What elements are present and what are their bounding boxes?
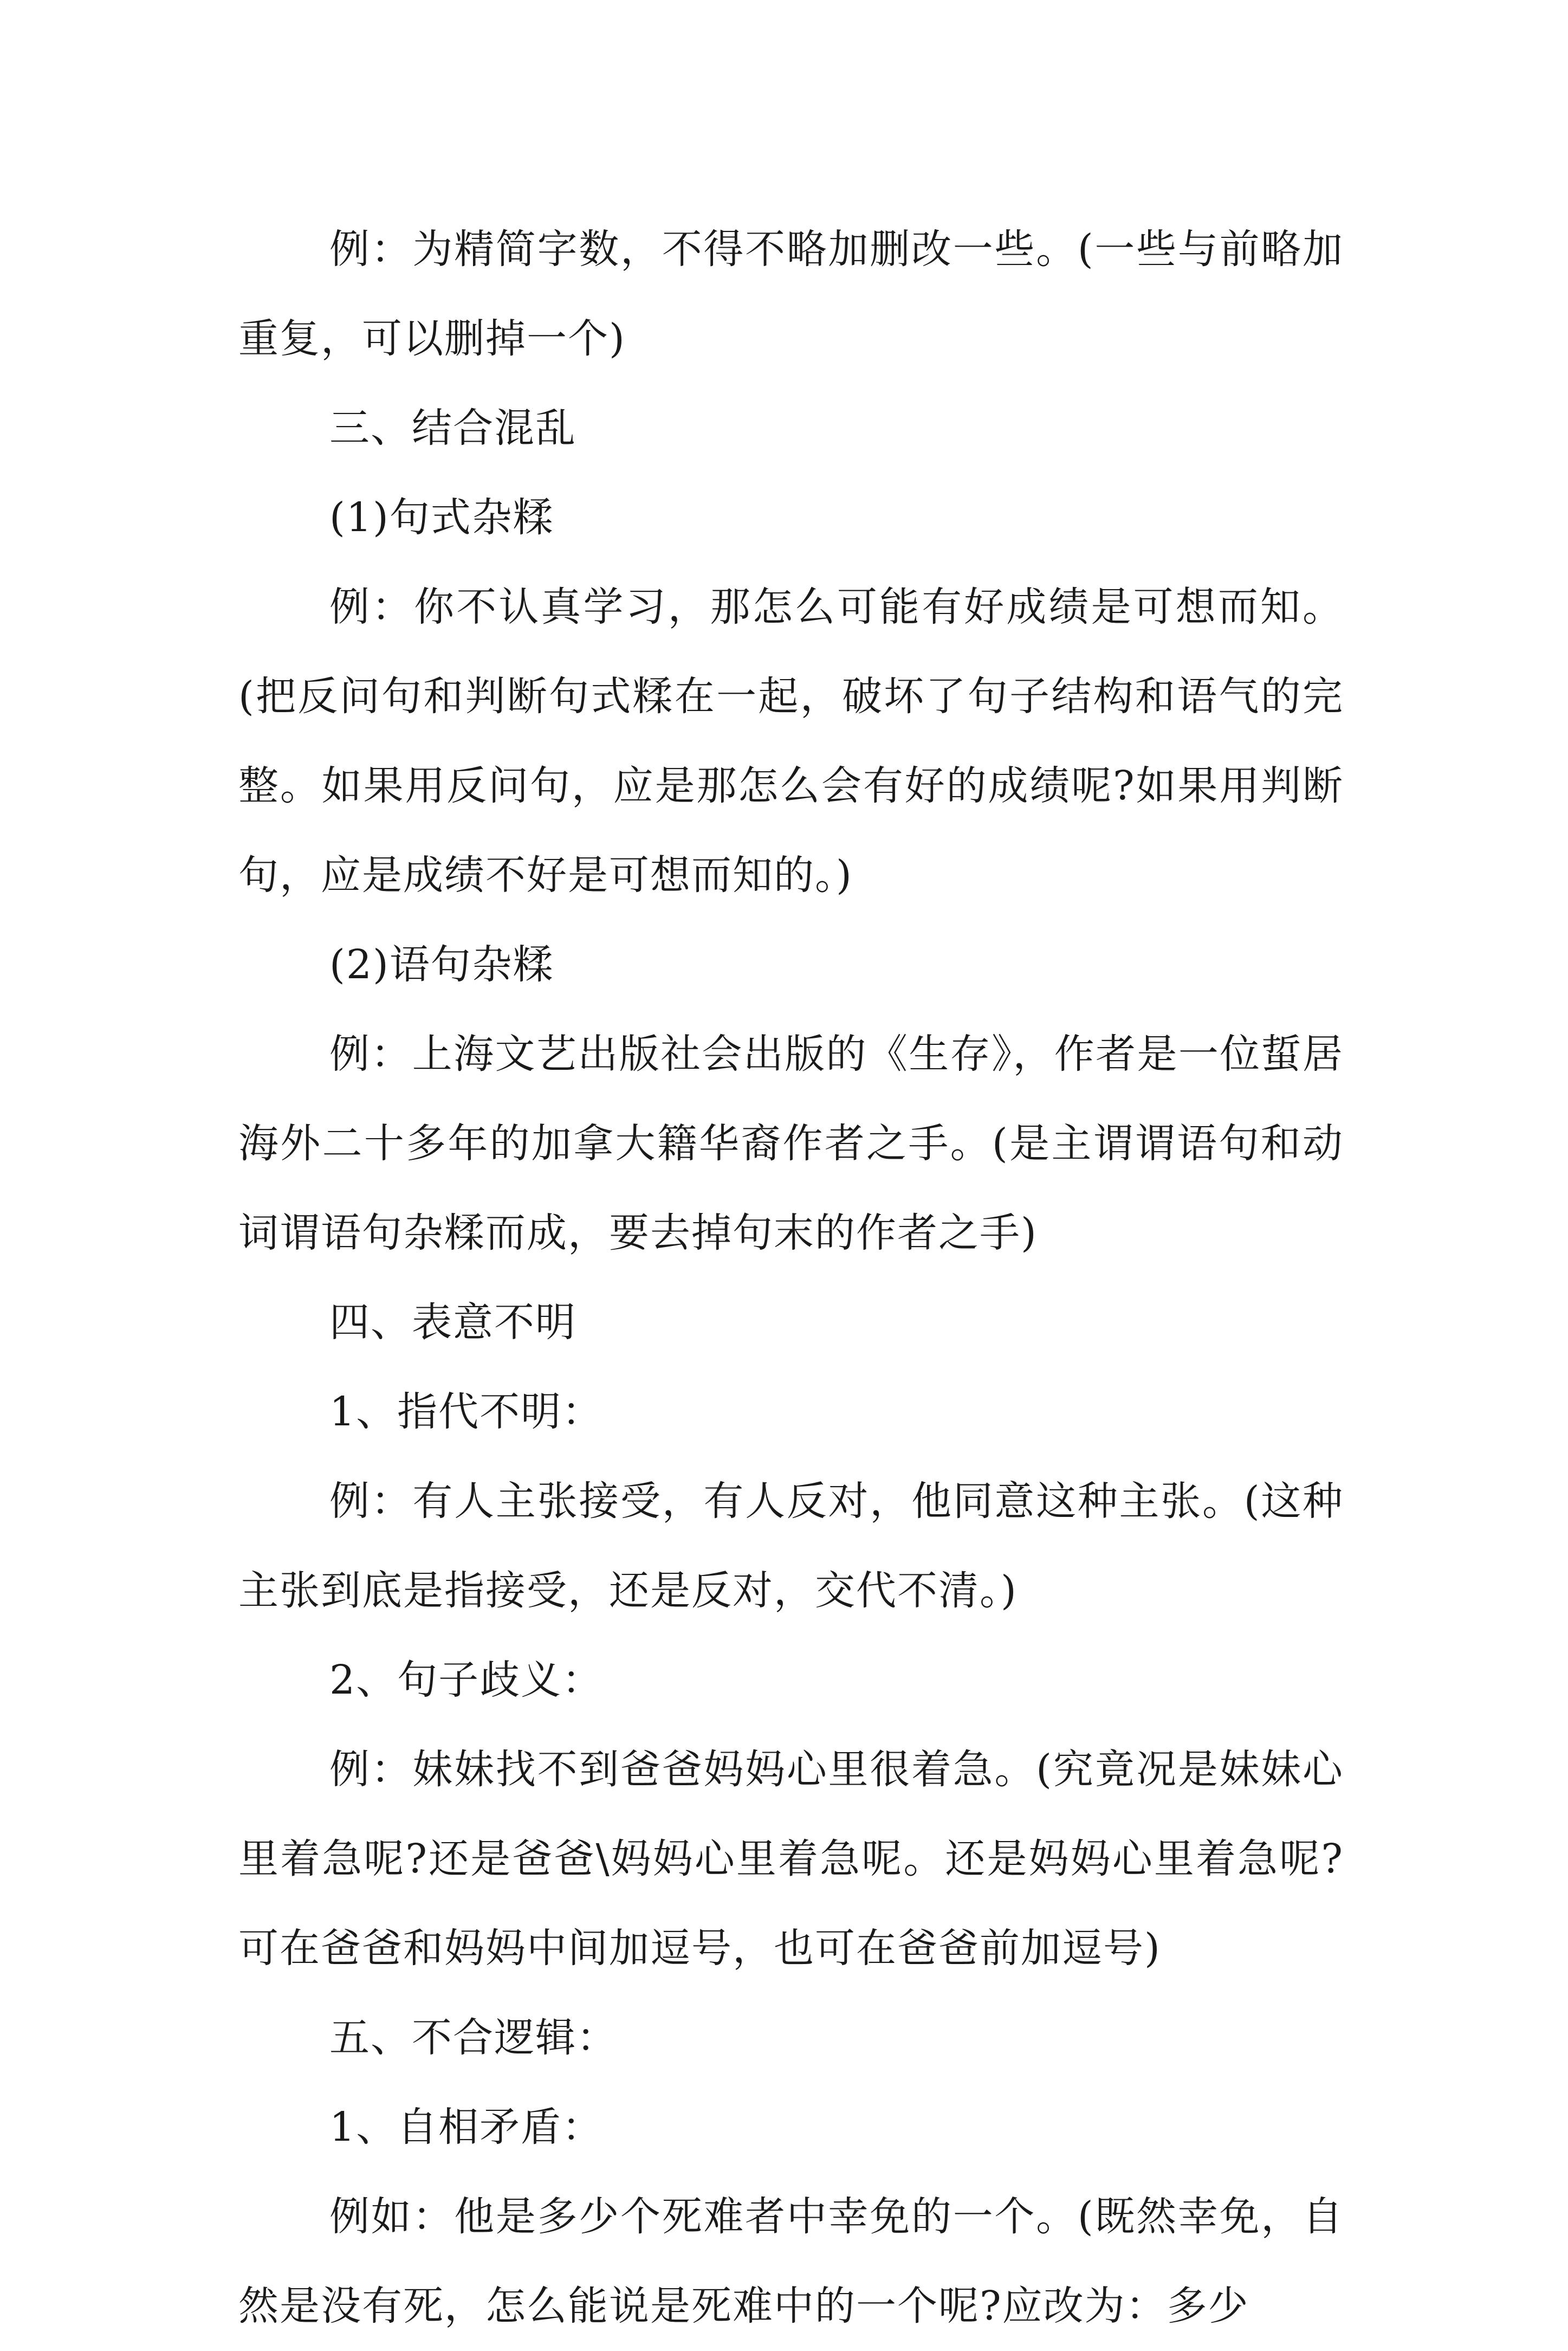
heading-illogical: 五、不合逻辑： [329,2014,618,2061]
paragraph-example-study: 例：你不认真学习，那怎么可能有好成绩是可想而知。(把反问句和判断句式糅在一起，破坏了句子结构和语气的完整。如果用反问句，应是那怎么会有好的成绩呢?如果用判断句，应是成绩不好是可想而知的。) [238,584,1344,899]
paragraph-example-proposal: 例：有人主张接受，有人反对，他同意这种主张。(这种主张到底是指接受，还是反对，交代不清。) [238,1478,1344,1614]
subheading-sentence-pattern-mix: (1)句式杂糅 [329,494,554,541]
subheading-ambiguity: 2、句子歧义： [329,1657,604,1703]
document-body [238,205,1344,2351]
paragraph-example-survivor: 例如：他是多少个死难者中幸免的一个。(既然幸免，自然是没有死，怎么能说是死难中的一个呢?应改为：多少 [238,2193,1344,2329]
paragraph-example-sister: 例：妹妹找不到爸爸妈妈心里很着急。(究竟况是妹妹心里着急呢?还是爸爸\妈妈心里着急呢。还是妈妈心里着急呢?可在爸爸和妈妈中间加逗号，也可在爸爸前加逗号) [238,1746,1344,1972]
paragraph-example-trim: 例：为精简字数，不得不略加删改一些。(一些与前略加重复，可以删掉一个) [238,226,1344,362]
heading-unclear-meaning: 四、表意不明 [329,1299,576,1346]
paragraph-example-publisher: 例：上海文艺出版社会出版的《生存》，作者是一位蜇居海外二十多年的加拿大籍华裔作者之手。(是主谓谓语句和动词谓语句杂糅而成，要去掉句末的作者之手) [238,1031,1344,1256]
subheading-phrase-mix: (2)语句杂糅 [329,941,554,988]
heading-mixed-structure: 三、结合混乱 [329,405,576,451]
subheading-unclear-reference: 1、指代不明： [329,1388,604,1435]
subheading-self-contradiction: 1、自相矛盾： [329,2104,604,2150]
